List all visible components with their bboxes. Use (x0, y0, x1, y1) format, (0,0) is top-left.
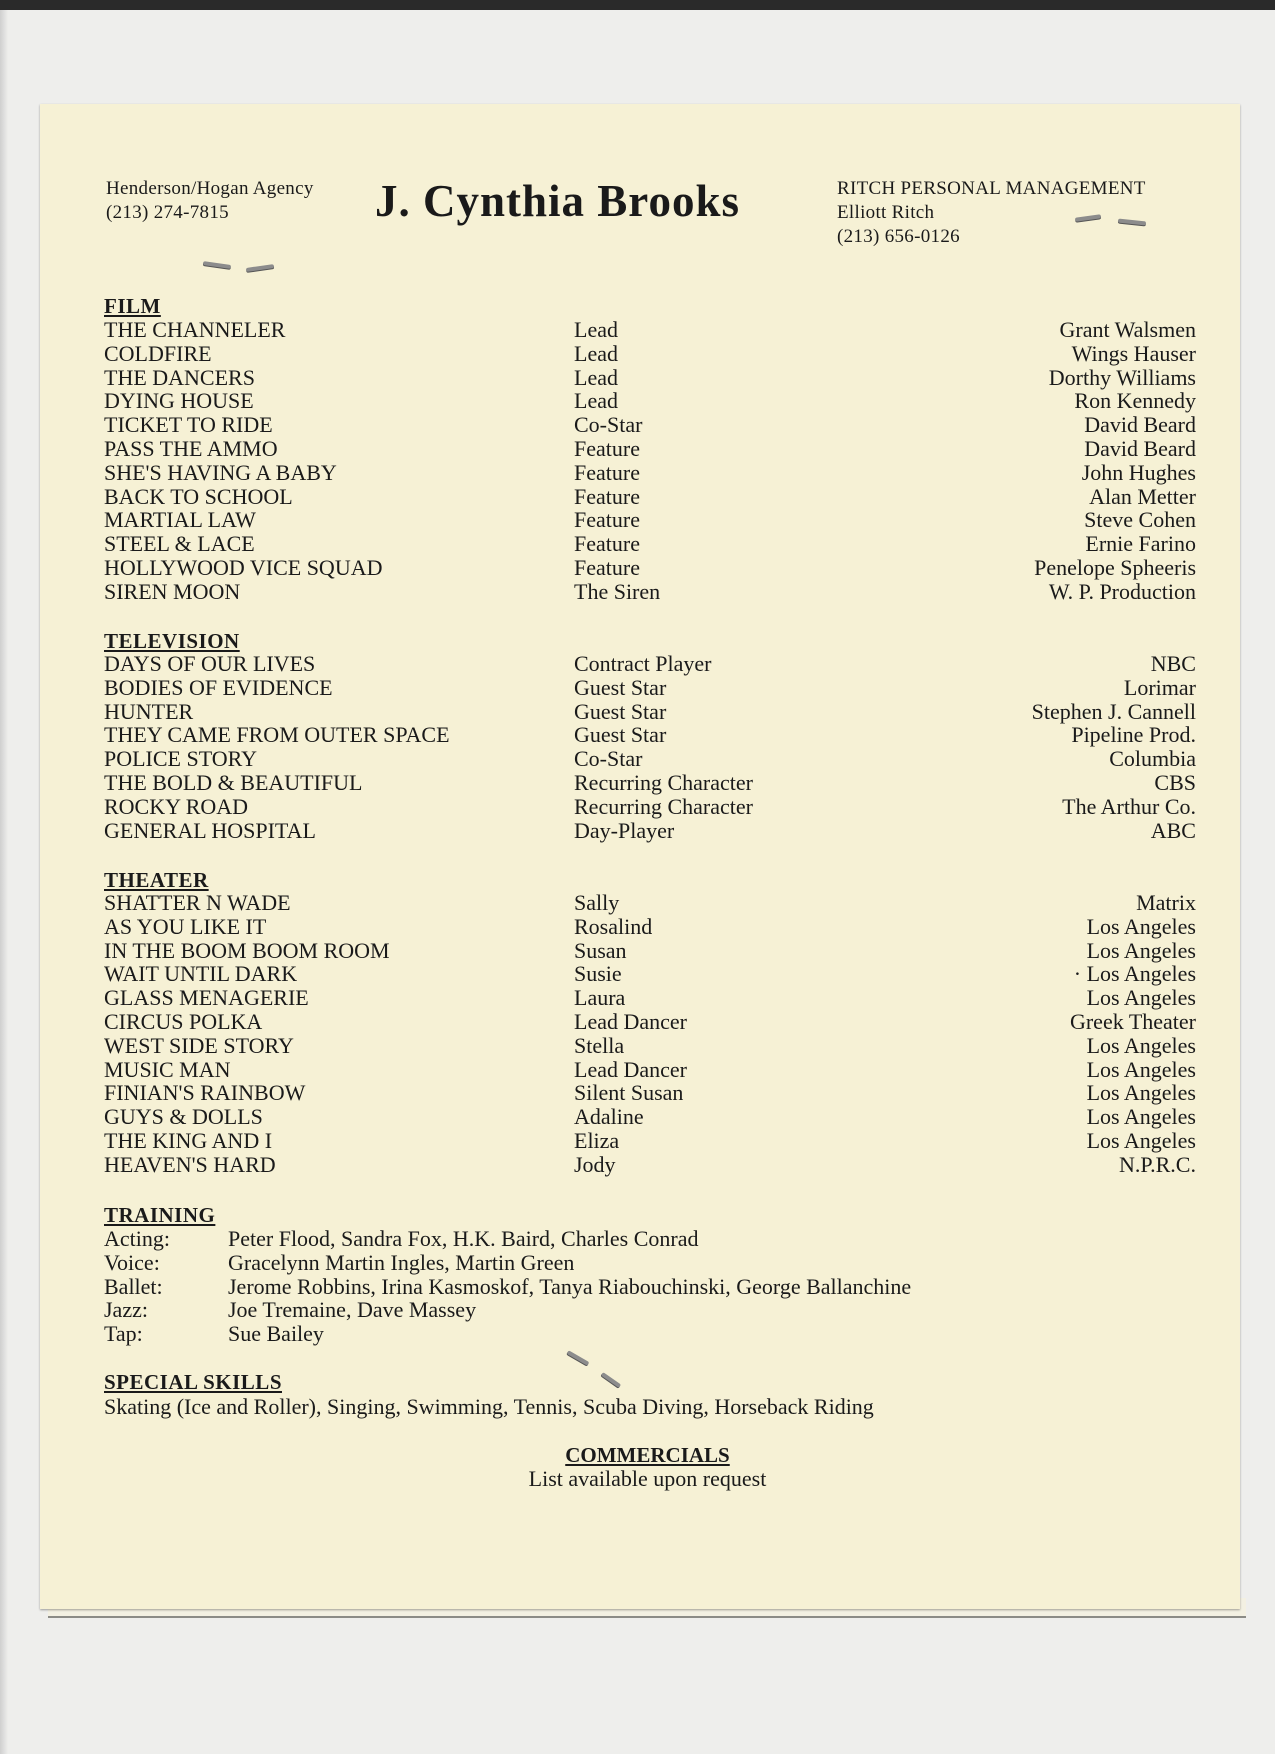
credit-role: Feature (574, 459, 640, 485)
credit-title: TICKET TO RIDE (104, 412, 273, 438)
training-teachers: Peter Flood, Sandra Fox, H.K. Baird, Charles Conrad (228, 1226, 699, 1251)
credit-producer: Lorimar (1123, 674, 1196, 700)
credit-role: The Siren (574, 578, 661, 604)
credit-role: Recurring Character (574, 793, 753, 819)
credit-row (104, 652, 1196, 676)
credit-producer: Dorthy Williams (1048, 364, 1196, 390)
credit-row (104, 891, 1196, 915)
credit-producer: David Beard (1084, 436, 1196, 461)
credit-role: Guest Star (574, 698, 667, 724)
film-heading: FILM (104, 294, 161, 318)
training-discipline: Ballet: (104, 1273, 163, 1299)
credit-title: CIRCUS POLKA (104, 1009, 263, 1034)
credit-role: Contract Player (574, 651, 712, 676)
credit-role: Susie (574, 961, 622, 987)
commercials-text: List available upon request (528, 1466, 767, 1491)
credit-row (104, 747, 1196, 771)
credit-title: IN THE BOOM BOOM ROOM (104, 937, 390, 963)
credit-role: Guest Star (574, 722, 667, 748)
credit-producer: Steve Cohen (1084, 507, 1196, 533)
credit-role: Lead Dancer (574, 1009, 687, 1034)
credit-title: WEST SIDE STORY (104, 1032, 294, 1058)
credit-producer: The Arthur Co. (1062, 793, 1196, 819)
special-skills-heading: SPECIAL SKILLS (104, 1370, 282, 1394)
credit-row (104, 1058, 1196, 1082)
credit-role: Sally (574, 890, 620, 915)
credit-row (104, 580, 1196, 604)
credit-role: Silent Susan (574, 1080, 684, 1106)
credit-row (104, 962, 1196, 986)
credit-role: Stella (574, 1032, 625, 1058)
credit-title: THE BOLD & BEAUTIFUL (104, 770, 363, 795)
credit-producer: CBS (1154, 770, 1196, 795)
credit-producer: Los Angeles (1086, 985, 1196, 1011)
credit-role: Recurring Character (574, 770, 753, 795)
credit-row (104, 1081, 1196, 1105)
credit-role: Lead (574, 364, 618, 390)
credit-producer: Pipeline Prod. (1071, 722, 1196, 748)
credit-row (104, 676, 1196, 700)
credit-role: Rosalind (574, 913, 653, 939)
credit-producer: Los Angeles (1086, 1056, 1196, 1082)
credit-title: SHE'S HAVING A BABY (104, 459, 337, 485)
credit-title: BODIES OF EVIDENCE (104, 674, 333, 700)
credit-title: THE DANCERS (104, 364, 255, 390)
credit-role: Feature (574, 436, 640, 461)
credit-role: Guest Star (574, 674, 667, 700)
credit-role: Eliza (574, 1128, 620, 1153)
credit-row (104, 532, 1196, 556)
credit-producer: John Hughes (1081, 459, 1196, 485)
credit-producer: Matrix (1136, 890, 1196, 915)
credit-role: Day-Player (574, 817, 675, 843)
credit-role: Lead (574, 388, 618, 414)
credit-title: COLDFIRE (104, 340, 212, 366)
credit-producer: Los Angeles (1086, 1104, 1196, 1130)
credit-title: GUYS & DOLLS (104, 1104, 263, 1130)
credit-row (104, 1010, 1196, 1034)
credit-row (104, 389, 1196, 413)
credit-title: POLICE STORY (104, 746, 258, 772)
credit-row (104, 819, 1196, 843)
credit-role: Feature (574, 507, 640, 533)
left-agency-phone: (213) 274-7815 (106, 202, 229, 223)
credit-producer: Los Angeles (1086, 1032, 1196, 1058)
credit-producer: ABC (1150, 817, 1196, 843)
credit-producer: Wings Hauser (1071, 340, 1196, 366)
credit-role: Lead (574, 317, 618, 342)
training-teachers: Sue Bailey (228, 1321, 324, 1347)
credit-role: Adaline (574, 1104, 644, 1130)
left-agency-name: Henderson/Hogan Agency (106, 178, 314, 199)
scan-top-edge (0, 0, 1275, 10)
credit-role: Jody (574, 1151, 616, 1177)
credit-producer: NBC (1150, 651, 1196, 676)
credit-row (104, 508, 1196, 532)
credit-title: STEEL & LACE (104, 531, 255, 557)
credit-row (104, 986, 1196, 1010)
performer-name: J. Cynthia Brooks (375, 176, 741, 226)
credit-title: WAIT UNTIL DARK (104, 961, 298, 987)
credit-title: ROCKY ROAD (104, 793, 249, 819)
credit-producer: Los Angeles (1086, 937, 1196, 963)
credit-role: Co-Star (574, 746, 643, 772)
theater-heading: THEATER (104, 868, 209, 892)
credit-role: Feature (574, 531, 640, 557)
credit-producer: Greek Theater (1069, 1009, 1196, 1034)
television-heading: TELEVISION (104, 629, 240, 653)
credit-role: Feature (574, 483, 640, 509)
credit-producer: Penelope Spheeris (1034, 555, 1196, 580)
credit-role: Susan (574, 937, 627, 963)
credit-title: MUSIC MAN (104, 1056, 231, 1082)
commercials-heading: COMMERCIALS (565, 1443, 730, 1467)
training-teachers: Jerome Robbins, Irina Kasmoskof, Tanya Riabouchinski, George Ballanchine (228, 1273, 912, 1299)
credit-producer: · Los Angeles (1073, 961, 1196, 987)
credit-row (104, 700, 1196, 724)
credit-title: PASS THE AMMO (104, 436, 278, 461)
credit-title: GLASS MENAGERIE (104, 985, 309, 1011)
credit-row (104, 939, 1196, 963)
credit-title: SHATTER N WADE (104, 890, 291, 915)
training-heading: TRAINING (104, 1203, 216, 1227)
scan-left-edge (0, 10, 8, 1754)
credit-row (104, 1153, 1196, 1177)
credit-producer: Los Angeles (1086, 1080, 1196, 1106)
credit-title: THE CHANNELER (104, 317, 286, 342)
right-agency (837, 177, 1146, 249)
training-discipline: Jazz: (104, 1297, 148, 1323)
credit-row (104, 556, 1196, 580)
credit-row (104, 1034, 1196, 1058)
credit-producer: Los Angeles (1086, 913, 1196, 939)
credit-producer: N.P.R.C. (1118, 1151, 1196, 1177)
credit-title: HUNTER (104, 698, 194, 724)
credit-row (104, 366, 1196, 390)
credit-producer: Alan Metter (1089, 483, 1196, 509)
credit-row (104, 1129, 1196, 1153)
credit-title: FINIAN'S RAINBOW (104, 1080, 306, 1106)
credit-row (104, 461, 1196, 485)
credit-producer: David Beard (1084, 412, 1196, 438)
credit-row (104, 1105, 1196, 1129)
credit-title: MARTIAL LAW (104, 507, 256, 533)
credit-row (104, 437, 1196, 461)
credit-title: SIREN MOON (104, 578, 241, 604)
credit-row (104, 795, 1196, 819)
training-discipline: Tap: (104, 1321, 143, 1347)
credit-title: DAYS OF OUR LIVES (104, 651, 316, 676)
training-teachers: Gracelynn Martin Ingles, Martin Green (228, 1249, 575, 1275)
credit-row (104, 485, 1196, 509)
credit-role: Co-Star (574, 412, 643, 438)
training-teachers: Joe Tremaine, Dave Massey (228, 1297, 477, 1323)
credit-producer: Ron Kennedy (1074, 388, 1196, 414)
credit-role: Feature (574, 555, 640, 580)
credit-row (104, 915, 1196, 939)
credit-row (104, 771, 1196, 795)
credit-title: AS YOU LIKE IT (104, 913, 267, 939)
right-agency-contact: Elliott Ritch (837, 202, 935, 223)
credit-producer: Grant Walsmen (1059, 317, 1196, 342)
credit-title: THEY CAME FROM OUTER SPACE (104, 722, 450, 748)
credit-producer: Columbia (1109, 746, 1196, 772)
left-agency (106, 177, 314, 225)
special-skills-text: Skating (Ice and Roller), Singing, Swimming, Tennis, Scuba Diving, Horseback Riding (104, 1394, 874, 1419)
credit-title: GENERAL HOSPITAL (104, 817, 316, 843)
training-discipline: Voice: (104, 1249, 160, 1275)
credit-producer: W. P. Production (1048, 578, 1196, 604)
credit-role: Laura (574, 985, 626, 1011)
credit-title: THE KING AND I (104, 1128, 273, 1153)
credit-title: DYING HOUSE (104, 388, 254, 414)
credit-role: Lead Dancer (574, 1056, 687, 1082)
credit-producer: Los Angeles (1086, 1128, 1196, 1153)
credit-title: BACK TO SCHOOL (104, 483, 293, 509)
credit-title: HOLLYWOOD VICE SQUAD (104, 555, 383, 580)
credit-producer: Ernie Farino (1085, 531, 1196, 557)
right-agency-phone: (213) 656-0126 (837, 226, 960, 247)
training-discipline: Acting: (104, 1226, 170, 1251)
credit-producer: Stephen J. Cannell (1031, 698, 1196, 724)
credit-row (104, 342, 1196, 366)
credit-title: HEAVEN'S HARD (104, 1151, 276, 1177)
credit-row (104, 413, 1196, 437)
credit-role: Lead (574, 340, 618, 366)
credit-row (104, 723, 1196, 747)
right-agency-name: RITCH PERSONAL MANAGEMENT (837, 178, 1146, 199)
credit-row (104, 318, 1196, 342)
